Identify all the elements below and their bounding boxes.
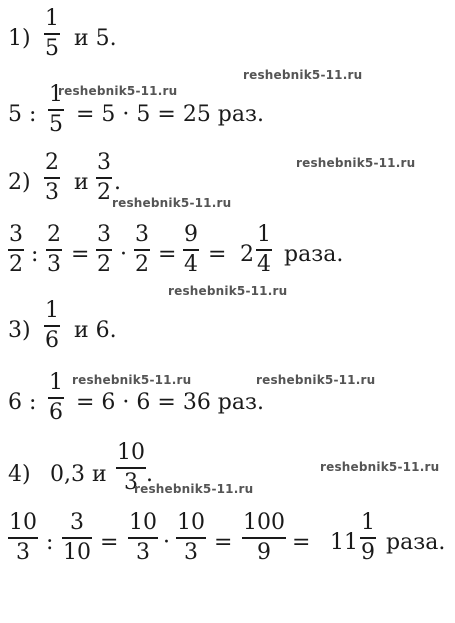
operator: = xyxy=(71,242,90,267)
denominator: 3 xyxy=(136,540,150,565)
denominator: 2 xyxy=(135,252,149,277)
watermark: reshebnik5-11.ru xyxy=(243,68,363,82)
watermark: reshebnik5-11.ru xyxy=(320,460,440,474)
numerator: 1 xyxy=(49,82,63,107)
problem-1-fraction xyxy=(44,8,60,60)
watermark: reshebnik5-11.ru xyxy=(256,373,376,387)
fraction-bar xyxy=(183,249,199,251)
denominator: 4 xyxy=(184,252,198,277)
denominator: 3 xyxy=(124,470,138,495)
denominator: 2 xyxy=(97,252,111,277)
fraction-bar xyxy=(176,537,206,539)
numerator: 1 xyxy=(361,510,375,535)
watermark: reshebnik5-11.ru xyxy=(134,482,254,496)
operator: · xyxy=(163,530,170,555)
watermark: reshebnik5-11.ru xyxy=(296,156,416,170)
problem-1-rest: и 5. xyxy=(74,26,117,51)
term-5 xyxy=(183,224,199,276)
problem-3-number: 3) xyxy=(8,318,31,343)
term-6 xyxy=(360,512,376,564)
denominator: 3 xyxy=(45,180,59,205)
term-4 xyxy=(176,512,206,564)
denominator: 10 xyxy=(63,540,91,565)
fraction-bar xyxy=(256,249,272,251)
fraction-bar xyxy=(8,249,24,251)
denominator: 6 xyxy=(49,400,63,425)
problem-3-fraction xyxy=(44,300,60,352)
denominator: 3 xyxy=(47,252,61,277)
numerator: 10 xyxy=(177,510,205,535)
fraction-bar xyxy=(44,177,60,179)
lead: 5 : xyxy=(8,102,37,127)
fraction-bar xyxy=(48,109,64,111)
watermark: reshebnik5-11.ru xyxy=(168,284,288,298)
lead: 6 : xyxy=(8,390,37,415)
fraction-bar xyxy=(360,537,376,539)
fraction-bar xyxy=(46,249,62,251)
watermark: reshebnik5-11.ru xyxy=(112,196,232,210)
denominator: 4 xyxy=(257,252,271,277)
rest: = 6 · 6 = 36 раз. xyxy=(76,390,264,415)
term-6 xyxy=(256,224,272,276)
denominator: 5 xyxy=(49,112,63,137)
denominator: 2 xyxy=(97,180,111,205)
term-2 xyxy=(62,512,92,564)
fraction-bar xyxy=(44,33,60,35)
operator: : xyxy=(46,530,54,555)
problem-2-fraction-1 xyxy=(44,152,60,204)
operator: · xyxy=(120,242,127,267)
fraction-bar xyxy=(96,249,112,251)
numerator: 3 xyxy=(70,510,84,535)
operator: : xyxy=(31,242,39,267)
watermark: reshebnik5-11.ru xyxy=(58,84,178,98)
term-1 xyxy=(8,512,38,564)
fraction-bar xyxy=(116,467,146,469)
numerator: 1 xyxy=(49,370,63,395)
numerator: 3 xyxy=(97,222,111,247)
numerator: 1 xyxy=(45,298,59,323)
operator: = xyxy=(214,530,233,555)
numerator: 100 xyxy=(243,510,285,535)
term-5 xyxy=(242,512,286,564)
whole-part: 11 xyxy=(330,530,358,555)
denominator: 6 xyxy=(45,328,59,353)
and: и xyxy=(74,170,89,195)
problem-2-fraction-2 xyxy=(96,152,112,204)
problem-4-number: 4) xyxy=(8,462,31,487)
operator: = xyxy=(208,242,227,267)
term-2 xyxy=(46,224,62,276)
unit: раза. xyxy=(284,242,344,267)
denominator: 3 xyxy=(184,540,198,565)
numerator: 3 xyxy=(97,150,111,175)
fraction-bar xyxy=(96,177,112,179)
numerator: 10 xyxy=(117,440,145,465)
fraction-bar xyxy=(8,537,38,539)
numerator: 1 xyxy=(257,222,271,247)
fraction-bar xyxy=(242,537,286,539)
operator: = xyxy=(292,530,311,555)
fraction-bar xyxy=(62,537,92,539)
numerator: 1 xyxy=(45,6,59,31)
numerator: 3 xyxy=(9,222,23,247)
dot: . xyxy=(146,462,153,487)
numerator: 3 xyxy=(135,222,149,247)
term-1 xyxy=(8,224,24,276)
denominator: 9 xyxy=(361,540,375,565)
term-4 xyxy=(134,224,150,276)
denominator: 9 xyxy=(257,540,271,565)
numerator: 10 xyxy=(9,510,37,535)
operator: = xyxy=(100,530,119,555)
numerator: 9 xyxy=(184,222,198,247)
unit: раза. xyxy=(386,530,446,555)
problem-4-text: 0,3 и xyxy=(50,462,107,487)
dot: . xyxy=(114,170,121,195)
fraction-bar xyxy=(44,325,60,327)
numerator: 10 xyxy=(129,510,157,535)
denominator: 5 xyxy=(45,36,59,61)
denominator: 3 xyxy=(16,540,30,565)
problem-2-number: 2) xyxy=(8,170,31,195)
watermark: reshebnik5-11.ru xyxy=(72,373,192,387)
denominator: 2 xyxy=(9,252,23,277)
solution-fraction xyxy=(48,372,64,424)
problem-3-rest: и 6. xyxy=(74,318,117,343)
whole-part: 2 xyxy=(240,242,254,267)
rest: = 5 · 5 = 25 раз. xyxy=(76,102,264,127)
term-3 xyxy=(128,512,158,564)
term-3 xyxy=(96,224,112,276)
fraction-bar xyxy=(128,537,158,539)
fraction-bar xyxy=(48,397,64,399)
fraction-bar xyxy=(134,249,150,251)
numerator: 2 xyxy=(47,222,61,247)
problem-1-number: 1) xyxy=(8,26,31,51)
numerator: 2 xyxy=(45,150,59,175)
operator: = xyxy=(158,242,177,267)
